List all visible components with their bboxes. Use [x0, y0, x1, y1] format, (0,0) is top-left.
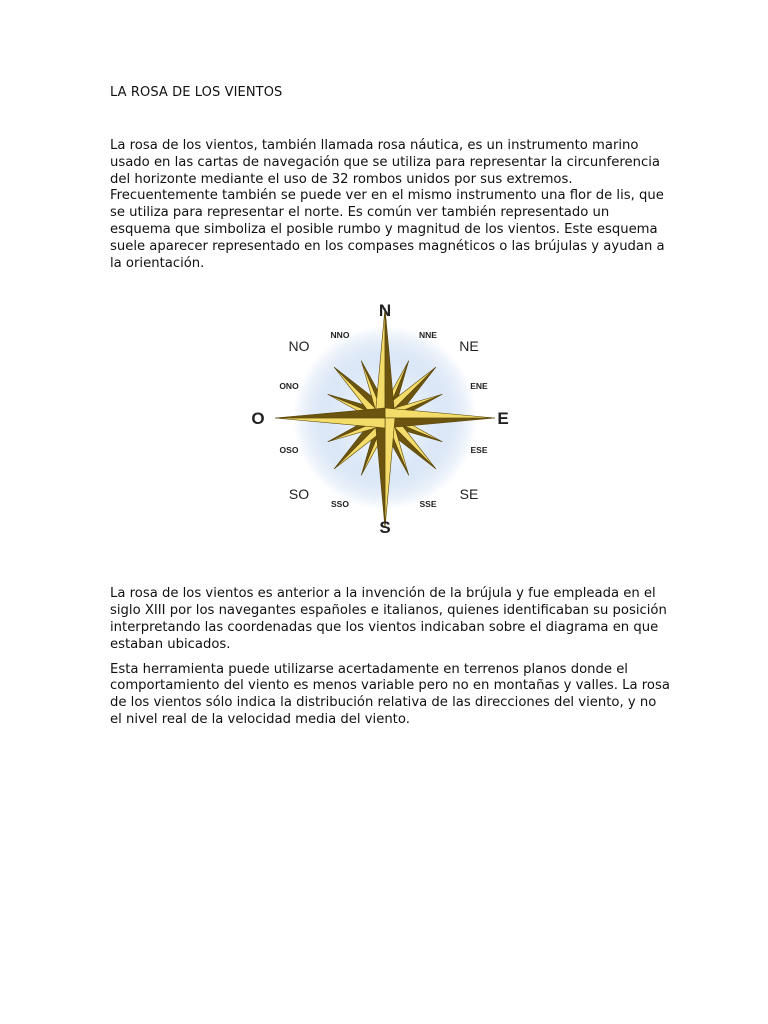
label-southwest: SO — [288, 486, 310, 503]
label-sse: SSE — [419, 499, 437, 510]
document-page — [110, 84, 670, 729]
label-oso: OSO — [279, 445, 299, 456]
paragraph-usage: Esta herramienta puede utilizarse acertadamente en terrenos planos donde el comportamiento del viento es menos variable pero no en montañas y valles. La rosa de los vientos sólo indica la distribución relativa de las direcciones del viento, y no el nivel real de la velocidad media del viento. — [110, 661, 670, 727]
paragraph-history: La rosa de los vientos es anterior a la invención de la brújula y fue empleada en el siglo XIII por los navegantes españoles e italianos, quienes identificaban su posición interpretando las coordenadas que los vientos indicaban sobre el diagrama en que estaban ubicados. — [110, 586, 667, 652]
label-south: S — [379, 518, 391, 538]
label-northwest: NO — [288, 338, 310, 355]
label-northeast: NE — [459, 338, 479, 355]
label-ese: ESE — [470, 445, 488, 456]
compass-rose-figure — [240, 292, 540, 552]
label-east: E — [497, 409, 509, 429]
label-west: O — [251, 409, 265, 429]
label-nno: NNO — [330, 330, 350, 341]
label-sso: SSO — [331, 499, 349, 510]
label-ene: ENE — [470, 381, 488, 392]
label-ono: ONO — [279, 381, 299, 392]
label-southeast: SE — [459, 486, 479, 503]
label-north: N — [378, 301, 392, 321]
document-title: LA ROSA DE LOS VIENTOS — [110, 85, 283, 100]
label-nne: NNE — [419, 330, 437, 341]
paragraph-intro: La rosa de los vientos, también llamada rosa náutica, es un instrumento marino usado en las cartas de navegación que se utiliza para representar la circunferencia del horizonte mediante el uso de 32 rombos unidos por sus extremos. Frecuentemente también se puede ver en el mismo instrumento una flor de lis, que se utiliza para representar el norte. Es común ver también representado un esquema que simboliza el posible rumbo y magnitud de los vientos. Este esquema suele aparecer representado en los compases magnéticos o las brújulas y ayudan a la orientación. — [110, 138, 665, 271]
compass-rose-svg — [240, 292, 540, 552]
